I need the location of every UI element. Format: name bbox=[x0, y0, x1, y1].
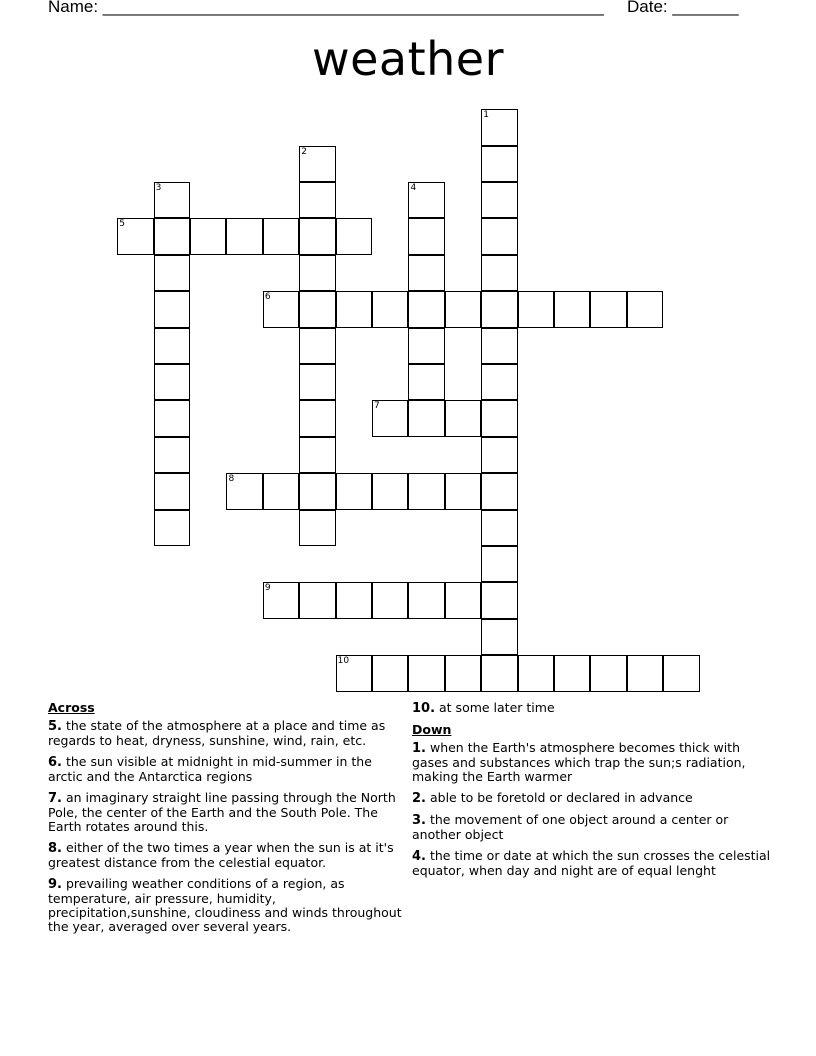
clue-number-label: 6 bbox=[264, 292, 271, 303]
page-title: weather bbox=[311, 32, 504, 86]
crossword-cell[interactable] bbox=[627, 291, 663, 327]
crossword-cell[interactable] bbox=[481, 328, 517, 364]
crossword-cell[interactable] bbox=[481, 218, 517, 254]
clues-column-left bbox=[48, 701, 408, 941]
crossword-cell[interactable] bbox=[154, 473, 190, 509]
clue-number: 9. bbox=[48, 877, 62, 892]
crossword-cell[interactable] bbox=[481, 255, 517, 291]
crossword-cell[interactable] bbox=[154, 182, 190, 218]
crossword-cell[interactable] bbox=[408, 255, 444, 291]
clue-text: able to be foretold or declared in advance bbox=[429, 790, 693, 805]
crossword-cell[interactable] bbox=[154, 291, 190, 327]
crossword-cell[interactable] bbox=[408, 218, 444, 254]
crossword-cell[interactable] bbox=[299, 255, 335, 291]
clue-across-8 bbox=[48, 841, 408, 870]
crossword-cell[interactable] bbox=[263, 218, 299, 254]
crossword-cell[interactable] bbox=[445, 655, 481, 691]
crossword-cell[interactable] bbox=[590, 655, 626, 691]
crossword-cell[interactable] bbox=[481, 546, 517, 582]
clue-text: the state of the atmosphere at a place and time as regards to heat, dryness, sunshine, wind, rain, etc. bbox=[48, 718, 386, 748]
clue-text: the sun visible at midnight in mid-summer in the arctic and the Antarctica regions bbox=[48, 754, 372, 784]
clue-text: prevailing weather conditions of a region, as temperature, air pressure, humidity, precipitation,sunshine, cloudiness and winds throughout the year, averaged over several years. bbox=[48, 876, 402, 934]
clue-text: the time or date at which the sun crosses the celestial equator, when day and night are of equal lenght bbox=[412, 848, 771, 878]
crossword-cell[interactable] bbox=[299, 218, 335, 254]
clue-text: an imaginary straight line passing through the North Pole, the center of the Earth and the South Pole. The Earth rotates around this. bbox=[48, 790, 396, 834]
crossword-cell[interactable] bbox=[117, 218, 153, 254]
clue-number-label: 2 bbox=[301, 146, 307, 157]
crossword-cell[interactable] bbox=[481, 619, 517, 655]
clue-down-3 bbox=[412, 813, 772, 842]
clue-number: 5. bbox=[48, 719, 62, 734]
crossword-cell[interactable] bbox=[554, 655, 590, 691]
clue-down-1 bbox=[412, 741, 772, 784]
clues-column-right bbox=[412, 701, 772, 885]
crossword-cell[interactable] bbox=[263, 582, 299, 618]
crossword-cell[interactable] bbox=[445, 400, 481, 436]
crossword-cell[interactable] bbox=[372, 291, 408, 327]
crossword-cell[interactable] bbox=[518, 655, 554, 691]
down-heading: Down bbox=[412, 722, 452, 737]
clue-number-label: 1 bbox=[483, 110, 489, 121]
crossword-cell[interactable] bbox=[445, 473, 481, 509]
crossword-cell[interactable] bbox=[372, 582, 408, 618]
crossword-cell[interactable] bbox=[299, 473, 335, 509]
clue-number: 8. bbox=[48, 841, 62, 856]
crossword-cell[interactable] bbox=[481, 437, 517, 473]
clue-number: 2. bbox=[412, 791, 426, 806]
crossword-cell[interactable] bbox=[663, 655, 699, 691]
clue-number-label: 10 bbox=[337, 656, 350, 667]
across-heading: Across bbox=[48, 700, 95, 715]
clue-number-label: 8 bbox=[228, 474, 235, 485]
crossword-cell[interactable] bbox=[226, 218, 262, 254]
crossword-cell[interactable] bbox=[299, 400, 335, 436]
clue-number-label: 4 bbox=[410, 183, 417, 194]
clue-across-6 bbox=[48, 755, 408, 784]
crossword-cell[interactable] bbox=[299, 146, 335, 182]
crossword-cell[interactable] bbox=[481, 655, 517, 691]
clue-number: 6. bbox=[48, 755, 62, 770]
crossword-cell[interactable] bbox=[336, 582, 372, 618]
clue-text: the movement of one object around a center or another object bbox=[412, 812, 729, 842]
clue-across-5 bbox=[48, 719, 408, 748]
crossword-cell[interactable] bbox=[408, 582, 444, 618]
clue-across-10 bbox=[412, 701, 772, 716]
crossword-cell[interactable] bbox=[154, 364, 190, 400]
crossword-cell[interactable] bbox=[299, 291, 335, 327]
crossword-cell[interactable] bbox=[372, 400, 408, 436]
date-field-label: Date: _______ bbox=[627, 0, 739, 16]
crossword-cell[interactable] bbox=[154, 400, 190, 436]
clue-number: 3. bbox=[412, 813, 426, 828]
crossword-cell[interactable] bbox=[299, 510, 335, 546]
crossword-cell[interactable] bbox=[554, 291, 590, 327]
crossword-cell[interactable] bbox=[336, 655, 372, 691]
clue-down-4 bbox=[412, 849, 772, 878]
crossword-cell[interactable] bbox=[299, 437, 335, 473]
crossword-cell[interactable] bbox=[445, 291, 481, 327]
name-field-label: Name: _____________________________________________________ bbox=[48, 0, 604, 16]
crossword-cell[interactable] bbox=[372, 655, 408, 691]
crossword-cell[interactable] bbox=[408, 364, 444, 400]
clue-down-2 bbox=[412, 791, 772, 806]
crossword-cell[interactable] bbox=[518, 291, 554, 327]
crossword-cell[interactable] bbox=[299, 582, 335, 618]
crossword-cell[interactable] bbox=[154, 218, 190, 254]
crossword-cell[interactable] bbox=[481, 182, 517, 218]
crossword-cell[interactable] bbox=[154, 510, 190, 546]
clue-text: either of the two times a year when the sun is at it's greatest distance from the celestial equator. bbox=[48, 840, 394, 870]
crossword-cell[interactable] bbox=[336, 473, 372, 509]
crossword-cell[interactable] bbox=[263, 291, 299, 327]
crossword-cell[interactable] bbox=[154, 328, 190, 364]
crossword-cell[interactable] bbox=[336, 218, 372, 254]
crossword-cell[interactable] bbox=[408, 328, 444, 364]
crossword-cell[interactable] bbox=[590, 291, 626, 327]
crossword-cell[interactable] bbox=[336, 291, 372, 327]
crossword-cell[interactable] bbox=[481, 364, 517, 400]
crossword-cell[interactable] bbox=[299, 328, 335, 364]
crossword-cell[interactable] bbox=[408, 473, 444, 509]
crossword-cell[interactable] bbox=[481, 146, 517, 182]
crossword-cell[interactable] bbox=[372, 473, 408, 509]
crossword-cell[interactable] bbox=[154, 437, 190, 473]
crossword-cell[interactable] bbox=[481, 291, 517, 327]
clue-across-7 bbox=[48, 791, 408, 834]
crossword-cell[interactable] bbox=[154, 255, 190, 291]
crossword-cell[interactable] bbox=[445, 582, 481, 618]
clue-number-label: 3 bbox=[155, 183, 162, 194]
crossword-cell[interactable] bbox=[408, 291, 444, 327]
crossword-cell[interactable] bbox=[481, 473, 517, 509]
crossword-cell[interactable] bbox=[481, 510, 517, 546]
clue-number: 10. bbox=[412, 701, 436, 716]
crossword-cell[interactable] bbox=[226, 473, 262, 509]
clue-number: 4. bbox=[412, 849, 426, 864]
crossword-cell[interactable] bbox=[408, 182, 444, 218]
crossword-cell[interactable] bbox=[190, 218, 226, 254]
clue-across-9 bbox=[48, 877, 408, 934]
clue-number: 1. bbox=[412, 741, 426, 756]
crossword-cell[interactable] bbox=[481, 109, 517, 145]
crossword-cell[interactable] bbox=[481, 582, 517, 618]
clue-number-label: 9 bbox=[264, 583, 271, 594]
clue-text: at some later time bbox=[439, 700, 555, 715]
crossword-cell[interactable] bbox=[299, 364, 335, 400]
crossword-cell[interactable] bbox=[408, 400, 444, 436]
crossword-cell[interactable] bbox=[481, 400, 517, 436]
clue-number: 7. bbox=[48, 791, 62, 806]
crossword-cell[interactable] bbox=[263, 473, 299, 509]
crossword-cell[interactable] bbox=[299, 182, 335, 218]
crossword-cell[interactable] bbox=[408, 655, 444, 691]
crossword-cell[interactable] bbox=[627, 655, 663, 691]
clue-number-label: 7 bbox=[374, 401, 380, 412]
clue-text: when the Earth's atmosphere becomes thick with gases and substances which trap the sun;s radiation, making the Earth warmer bbox=[412, 740, 746, 784]
clue-number-label: 5 bbox=[119, 219, 125, 230]
